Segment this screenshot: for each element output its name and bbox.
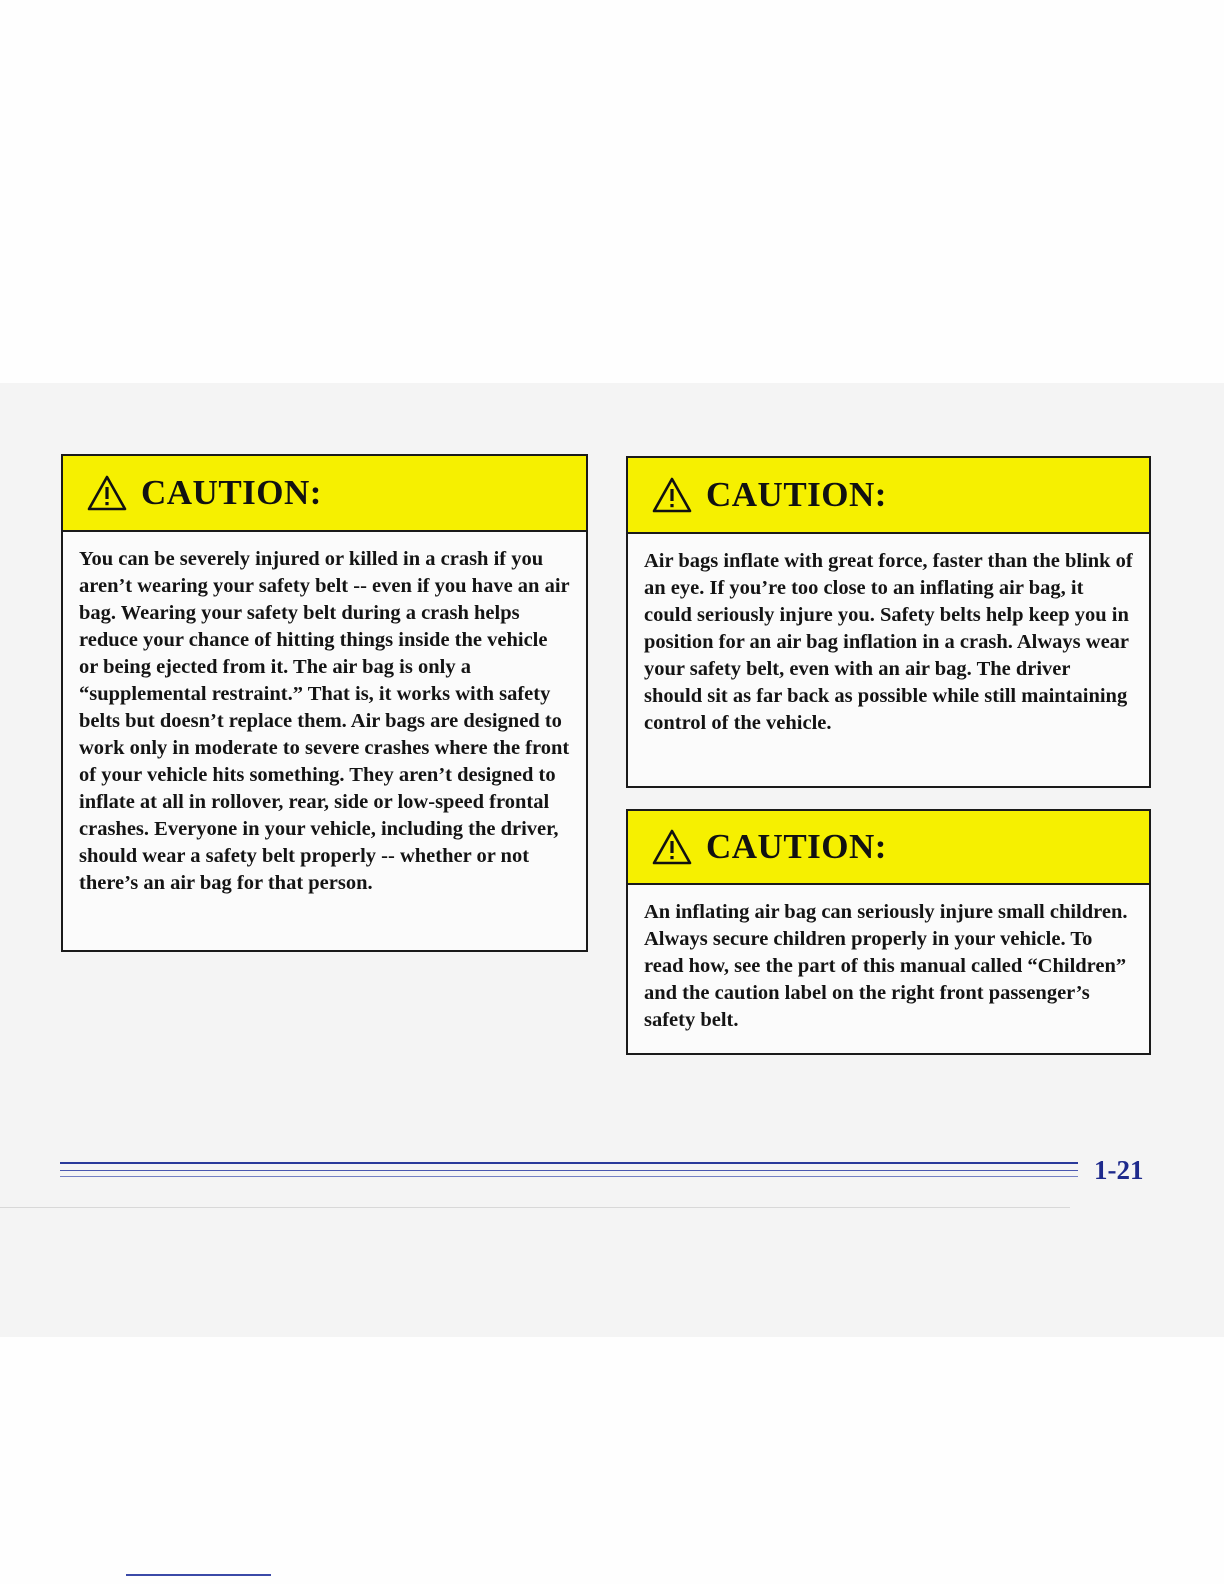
bottom-rule <box>126 1574 271 1576</box>
caution-text: An inflating air bag can seriously injure small children. Always secure children properly in your vehicle. To read how, see the part of this manual called “Children” and the caution label on the right front passenger’s safety belt. <box>644 901 1128 1031</box>
footer-rule <box>60 1162 1078 1164</box>
warning-triangle-icon <box>87 475 127 511</box>
warning-triangle-icon <box>652 829 692 865</box>
caution-header <box>63 456 586 532</box>
caution-box-children <box>626 809 1151 1055</box>
caution-box-seatbelt <box>61 454 588 952</box>
caution-heading: CAUTION: <box>141 473 322 512</box>
caution-header <box>628 811 1149 885</box>
footer-rule <box>60 1170 1078 1171</box>
caution-header <box>628 458 1149 534</box>
caution-heading: CAUTION: <box>706 827 887 866</box>
caution-text: You can be severely injured or killed in a crash if you aren’t wearing your safety belt -- even if you have an air bag. Wearing your safety belt during a crash helps reduce your chance of hitting things inside the vehicle or being ejected from it. The air bag is only a “supplemental restraint.” That is, it works with safety belts but doesn’t replace them. Air bags are designed to work only in moderate to severe crashes where the front of your vehicle hits something. They aren’t designed to inflate at all in rollover, rear, side or low-speed frontal crashes. Everyone in your vehicle, including the driver, should wear a safety belt properly -- whether or not there’s an air bag for that person. <box>79 548 570 894</box>
divider <box>0 1207 1070 1208</box>
page-number: 1-21 <box>1094 1155 1144 1185</box>
caution-box-airbag-force <box>626 456 1151 788</box>
caution-text: Air bags inflate with great force, faster than the blink of an eye. If you’re too close to an inflating air bag, it could seriously injure you. Safety belts help keep you in position for an air bag inflation in a crash. Always wear your safety belt, even with an air bag. The driver should sit as far back as possible while still maintaining control of the vehicle. <box>644 550 1133 734</box>
caution-heading: CAUTION: <box>706 475 887 514</box>
warning-triangle-icon <box>652 477 692 513</box>
footer-rule <box>60 1176 1078 1177</box>
